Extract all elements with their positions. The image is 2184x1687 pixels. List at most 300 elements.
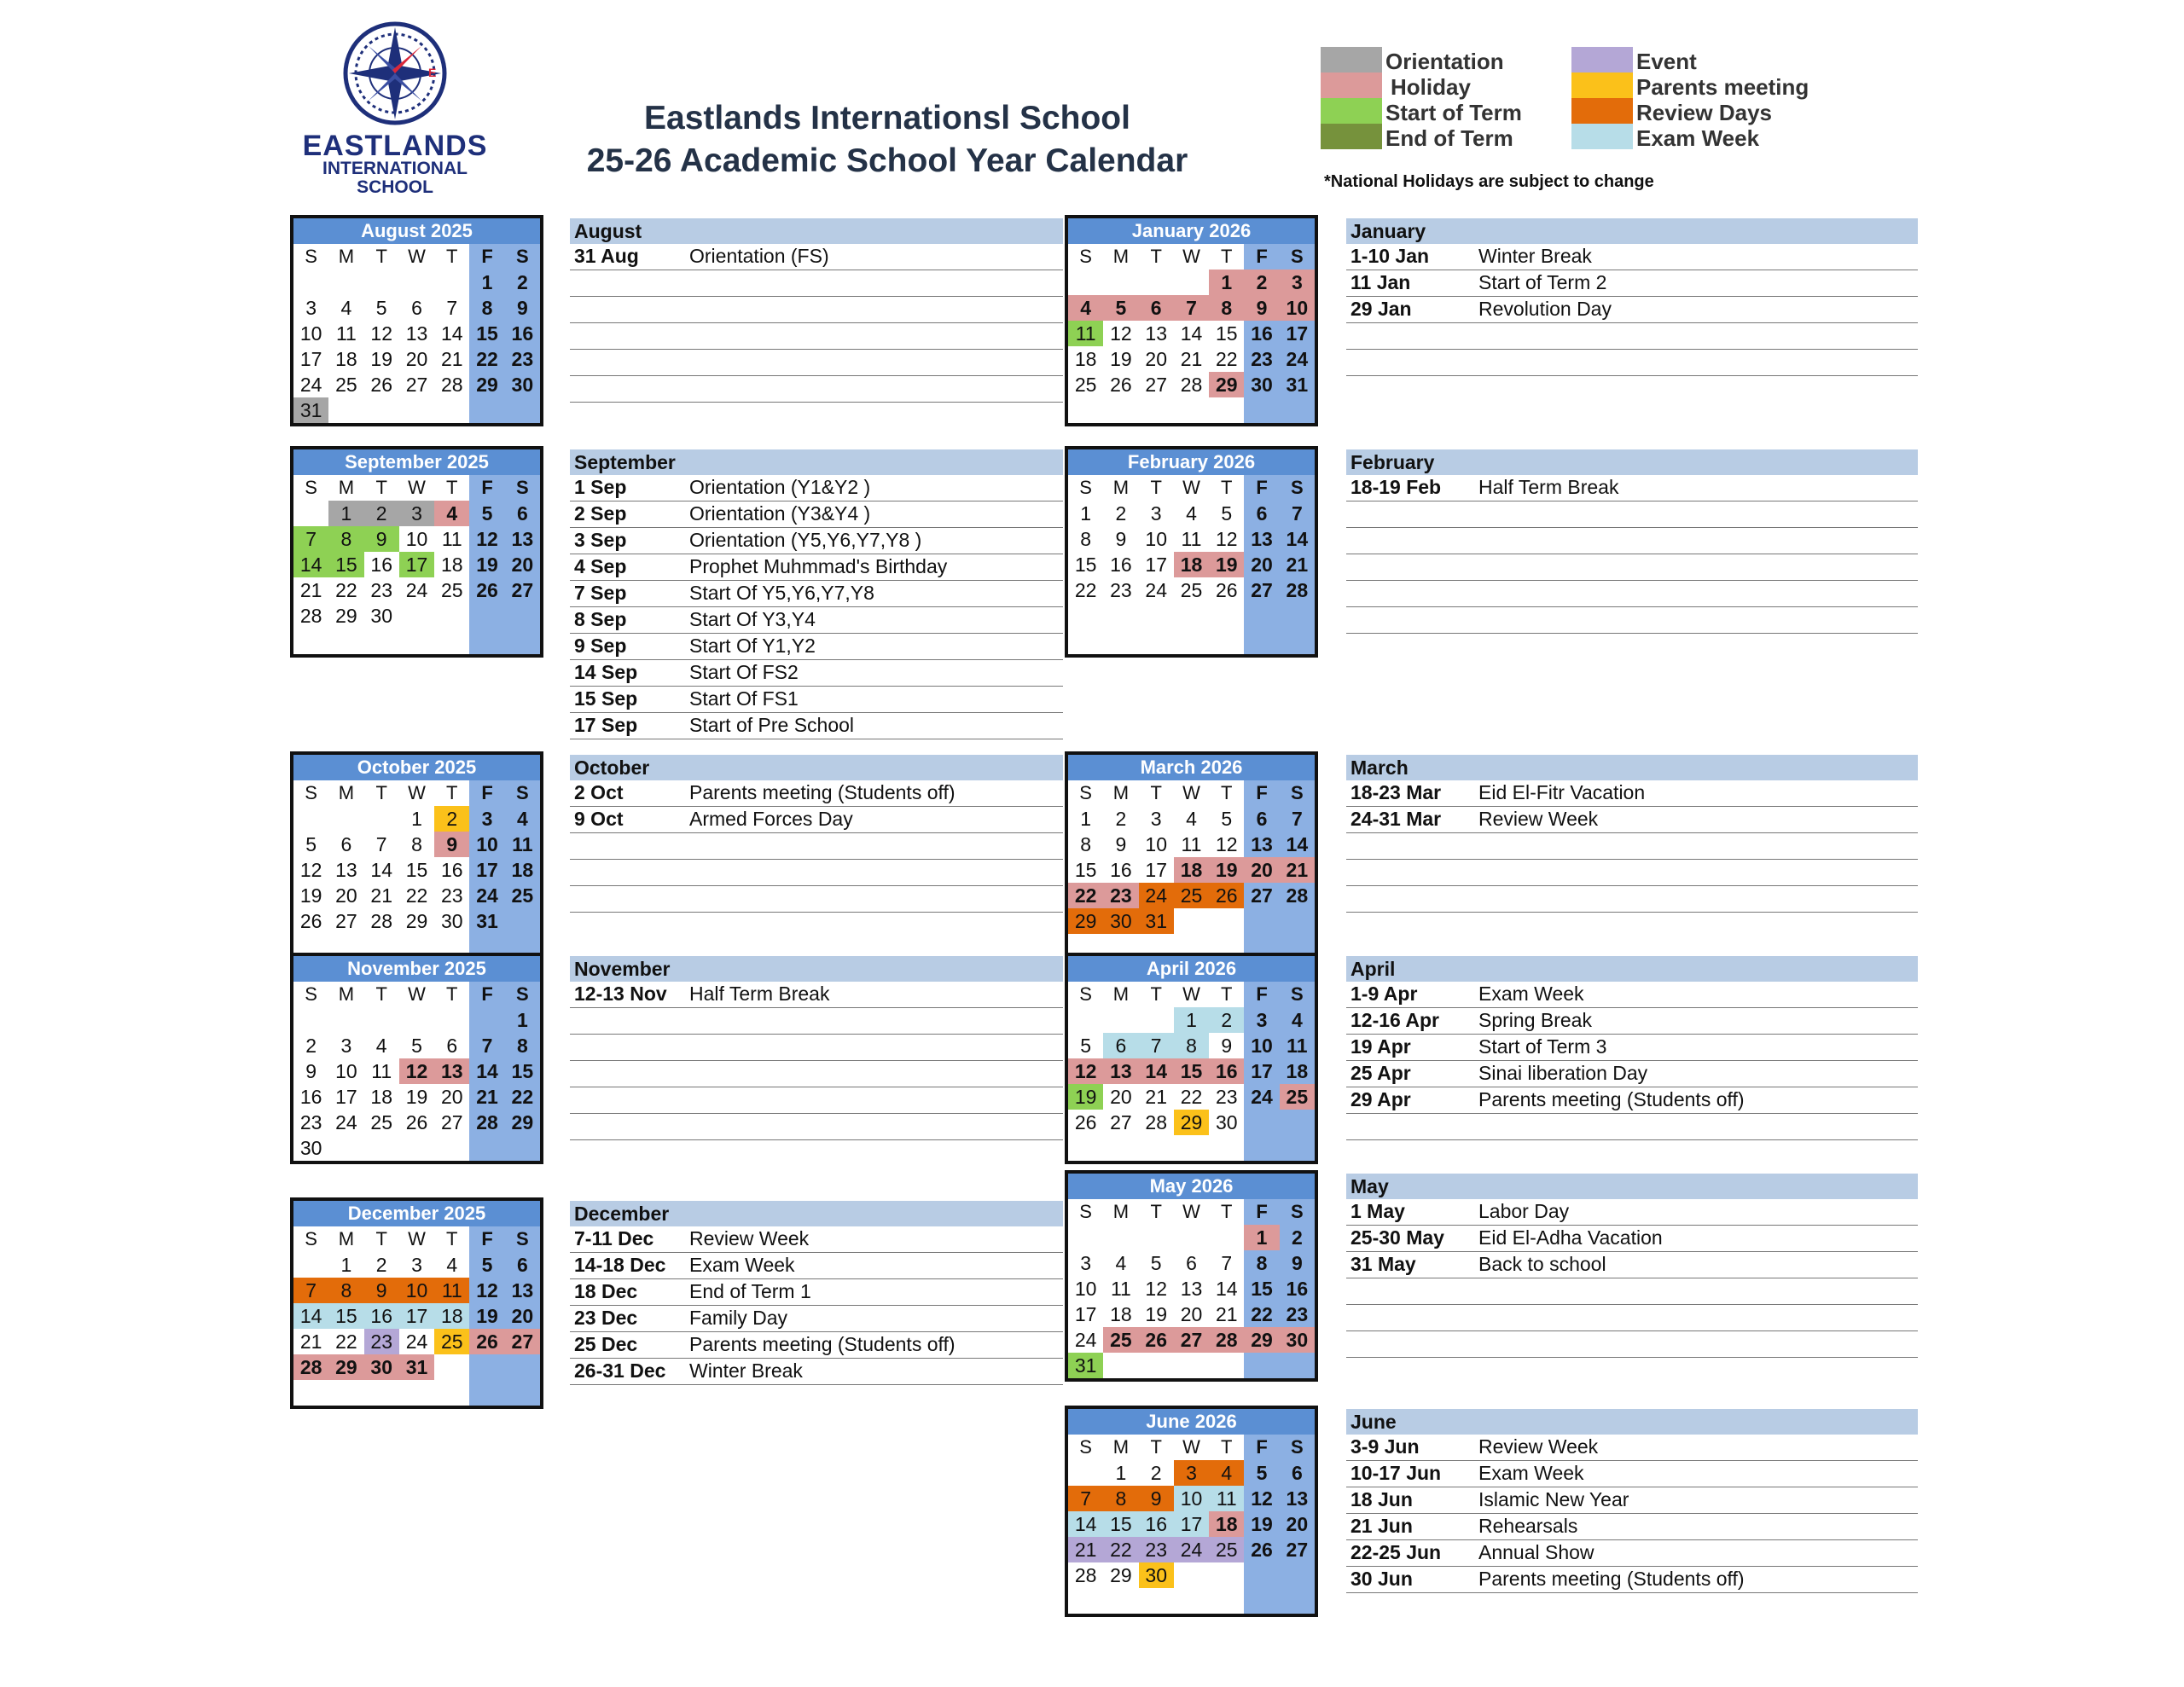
calendar-day: 20 <box>1110 1086 1132 1108</box>
calendar-day: 3 <box>1080 1252 1092 1274</box>
calendar-day: 9 <box>305 1060 317 1082</box>
legend-swatch <box>1571 98 1633 124</box>
calendar-day: 31 <box>469 908 504 934</box>
calendar-day: 21 <box>1215 1303 1238 1325</box>
calendar-empty-cell <box>1103 1135 1138 1161</box>
calendar-day: 10 <box>1145 528 1167 550</box>
events-may <box>1346 1174 1918 1358</box>
calendar-day: 5 <box>469 501 504 526</box>
event-row <box>570 1359 1063 1385</box>
event-row-blank <box>1346 528 1918 554</box>
calendar-empty-cell <box>293 1380 328 1406</box>
calendar-day: 31 <box>293 397 328 423</box>
event-description: Parents meeting (Students off) <box>1478 1568 1745 1590</box>
calendar-day: 20 <box>1145 348 1167 370</box>
events-header: December <box>570 1201 1063 1226</box>
calendar-day: 31 <box>1139 908 1174 934</box>
calendar-day: 7 <box>1139 1033 1174 1058</box>
calendar-day: 6 <box>340 833 352 855</box>
calendar-day: 17 <box>399 1303 434 1329</box>
event-row-blank <box>1346 554 1918 581</box>
weekday-label: T <box>375 983 387 1005</box>
event-row-blank <box>1346 860 1918 886</box>
calendar-empty-cell <box>293 629 328 654</box>
event-description: Eid El-Adha Vacation <box>1478 1226 1663 1249</box>
calendar-day: 5 <box>1244 1460 1279 1486</box>
weekday-label: S <box>305 246 317 267</box>
events-header: March <box>1346 755 1918 780</box>
calendar-empty-cell <box>328 1135 363 1161</box>
calendar-day: 13 <box>1280 1486 1315 1511</box>
weekday-label: T <box>1221 782 1233 803</box>
calendar-day: 17 <box>1074 1303 1097 1325</box>
event-date: 30 Jun <box>1350 1568 1413 1590</box>
calendar-day: 4 <box>1280 1007 1315 1033</box>
events-header: May <box>1346 1174 1918 1199</box>
event-description: Half Term Break <box>689 983 830 1005</box>
event-row <box>570 713 1063 739</box>
calendar-empty-cell <box>1244 1110 1279 1135</box>
calendar-day: 30 <box>1103 908 1138 934</box>
calendar-empty-cell <box>1139 629 1174 654</box>
calendar-empty-cell <box>1174 629 1209 654</box>
calendar-day: 3 <box>1150 502 1162 525</box>
event-row-blank <box>1346 1331 1918 1358</box>
events-april <box>1346 956 1918 1140</box>
calendar-day: 3 <box>1150 808 1162 830</box>
calendar-day: 15 <box>328 552 363 577</box>
event-description: Start Of Y5,Y6,Y7,Y8 <box>689 582 874 604</box>
calendar-day: 22 <box>335 579 357 601</box>
calendar-empty-cell <box>1174 1353 1209 1378</box>
event-date: 26-31 Dec <box>574 1359 666 1382</box>
event-date: 7-11 Dec <box>574 1227 654 1249</box>
calendar-empty-cell <box>469 603 504 629</box>
calendar-day: 24 <box>335 1111 357 1133</box>
calendar-day: 28 <box>1074 1564 1097 1586</box>
calendar-empty-cell <box>1280 603 1315 629</box>
weekday-label: F <box>1244 982 1279 1007</box>
calendar-day: 22 <box>1180 1086 1203 1108</box>
calendar-day: 8 <box>1244 1250 1279 1276</box>
calendar-day: 29 <box>405 910 428 932</box>
logo-text-school: SCHOOL <box>357 177 433 197</box>
calendar-empty-cell <box>399 1135 434 1161</box>
calendar-day: 28 <box>1280 883 1315 908</box>
calendar-day: 15 <box>469 321 504 346</box>
calendar-day: 21 <box>299 1330 322 1353</box>
calendar-empty-cell <box>1139 270 1174 295</box>
calendar-day: 14 <box>370 859 392 881</box>
event-row-blank <box>1346 581 1918 607</box>
event-date: 19 Apr <box>1350 1035 1411 1058</box>
calendar-day: 12 <box>469 526 504 552</box>
event-description: Exam Week <box>1478 1462 1584 1484</box>
event-date: 3 Sep <box>574 529 627 551</box>
calendar-empty-cell <box>399 270 434 295</box>
weekday-label: F <box>469 475 504 501</box>
weekday-label: M <box>1112 983 1130 1005</box>
events-header: January <box>1346 218 1918 244</box>
calendar-day: 14 <box>440 322 463 345</box>
event-row-blank <box>570 1035 1063 1061</box>
calendar-empty-cell <box>1174 1135 1209 1161</box>
legend-label: Exam Week <box>1636 125 1760 151</box>
calendar-day: 15 <box>1074 554 1097 576</box>
calendar-empty-cell <box>469 1354 504 1380</box>
legend-label: Start of Term <box>1385 100 1522 125</box>
weekday-label: M <box>1112 1436 1130 1458</box>
calendar-day: 10 <box>1280 295 1315 321</box>
calendar-day: 11 <box>371 1060 392 1082</box>
calendar-day: 6 <box>1280 1460 1315 1486</box>
calendar-day: 12 <box>1145 1278 1167 1300</box>
calendar-empty-cell <box>328 1380 363 1406</box>
weekday-label: T <box>1150 983 1162 1005</box>
weekday-label: F <box>469 244 504 270</box>
month-calendar-november <box>290 953 543 1164</box>
calendar-day: 30 <box>1215 1111 1238 1133</box>
calendar-day: 15 <box>1215 322 1238 345</box>
month-grid <box>293 780 540 959</box>
event-date: 25 Apr <box>1350 1062 1411 1084</box>
calendar-day: 13 <box>505 1278 540 1303</box>
weekday-label: T <box>1150 1436 1162 1458</box>
event-row-blank <box>570 860 1063 886</box>
calendar-day: 30 <box>364 1354 399 1380</box>
event-row <box>570 1332 1063 1359</box>
calendar-empty-cell <box>1209 397 1244 423</box>
calendar-day: 12 <box>469 1278 504 1303</box>
legend-label: Event <box>1636 49 1697 74</box>
calendar-day: 18 <box>1074 348 1097 370</box>
event-description: Review Week <box>1478 1435 1599 1458</box>
calendar-day: 11 <box>1181 528 1202 550</box>
calendar-empty-cell <box>293 270 328 295</box>
calendar-day: 12 <box>1215 833 1238 855</box>
calendar-day: 4 <box>446 1254 458 1276</box>
calendar-day: 4 <box>434 501 469 526</box>
calendar-day: 6 <box>505 1252 540 1278</box>
calendar-day: 29 <box>328 1354 363 1380</box>
calendar-day: 2 <box>434 806 469 832</box>
calendar-day: 28 <box>469 1110 504 1135</box>
calendar-day: 4 <box>1209 1460 1244 1486</box>
calendar-day: 3 <box>340 1035 352 1057</box>
event-row-blank <box>1346 501 1918 528</box>
event-row <box>570 982 1063 1008</box>
calendar-empty-cell <box>1068 1225 1103 1250</box>
calendar-empty-cell <box>1244 397 1279 423</box>
calendar-day: 21 <box>1180 348 1203 370</box>
calendar-day: 2 <box>1280 1225 1315 1250</box>
calendar-day: 30 <box>1244 372 1279 397</box>
calendar-empty-cell <box>1244 908 1279 934</box>
event-row <box>1346 1035 1918 1061</box>
calendar-day: 15 <box>505 1058 540 1084</box>
calendar-day: 21 <box>440 348 463 370</box>
weekday-label: S <box>505 475 540 501</box>
legend-swatch <box>1321 98 1382 124</box>
weekday-label: S <box>1280 1435 1315 1460</box>
calendar-empty-cell <box>1280 397 1315 423</box>
weekday-label: S <box>1079 1201 1092 1222</box>
weekday-label: F <box>469 1226 504 1252</box>
weekday-label: S <box>1079 983 1092 1005</box>
calendar-day: 12 <box>399 1058 434 1084</box>
calendar-day: 9 <box>364 526 399 552</box>
calendar-day: 26 <box>1244 1537 1279 1562</box>
calendar-day: 27 <box>1244 577 1279 603</box>
event-date: 14 Sep <box>574 661 638 683</box>
legend-swatch <box>1321 72 1382 98</box>
calendar-day: 27 <box>505 1329 540 1354</box>
calendar-day: 6 <box>1244 501 1279 526</box>
calendar-day: 29 <box>1110 1564 1132 1586</box>
calendar-day: 30 <box>1139 1562 1174 1588</box>
event-description: Spring Break <box>1478 1009 1592 1031</box>
calendar-day: 24 <box>1244 1084 1279 1110</box>
events-header: February <box>1346 449 1918 475</box>
calendar-day: 24 <box>1074 1329 1097 1351</box>
event-date: 25-30 May <box>1350 1226 1444 1249</box>
calendar-day: 27 <box>1174 1327 1209 1353</box>
calendar-day: 20 <box>1244 552 1279 577</box>
weekday-label: S <box>505 244 540 270</box>
event-description: Parents meeting (Students off) <box>689 781 956 803</box>
event-date: 11 Jan <box>1350 271 1411 293</box>
month-title: February 2026 <box>1068 449 1315 475</box>
calendar-empty-cell <box>1068 629 1103 654</box>
weekday-label: T <box>1221 477 1233 498</box>
weekday-label: M <box>1112 1201 1130 1222</box>
calendar-empty-cell <box>1068 603 1103 629</box>
calendar-day: 13 <box>1103 1058 1138 1084</box>
calendar-empty-cell <box>364 1380 399 1406</box>
calendar-day: 25 <box>434 1329 469 1354</box>
calendar-day: 28 <box>1280 577 1315 603</box>
event-row-blank <box>1346 1305 1918 1331</box>
calendar-day: 14 <box>1280 832 1315 857</box>
weekday-label: T <box>1150 477 1162 498</box>
event-row-blank <box>1346 886 1918 913</box>
calendar-day: 14 <box>293 552 328 577</box>
calendar-empty-cell <box>364 629 399 654</box>
calendar-empty-cell <box>1103 629 1138 654</box>
calendar-day: 24 <box>1280 346 1315 372</box>
event-description: End of Term 1 <box>689 1280 811 1302</box>
event-date: 9 Sep <box>574 635 627 657</box>
calendar-day: 6 <box>505 501 540 526</box>
calendar-day: 17 <box>469 857 504 883</box>
calendar-day: 29 <box>1209 372 1244 397</box>
calendar-day: 24 <box>299 374 322 396</box>
month-title: October 2025 <box>293 755 540 780</box>
calendar-day: 29 <box>505 1110 540 1135</box>
event-date: 31 May <box>1350 1253 1416 1275</box>
calendar-empty-cell <box>1280 1110 1315 1135</box>
calendar-day: 11 <box>335 322 357 345</box>
calendar-day: 26 <box>469 577 504 603</box>
calendar-day: 27 <box>440 1111 463 1133</box>
calendar-day: 2 <box>1150 1462 1162 1484</box>
event-row <box>1346 1567 1918 1593</box>
calendar-day: 25 <box>335 374 357 396</box>
calendar-empty-cell <box>434 397 469 423</box>
event-row <box>570 687 1063 713</box>
calendar-day: 27 <box>335 910 357 932</box>
legend-label: Parents meeting <box>1636 74 1809 100</box>
logo-text-international: INTERNATIONAL <box>322 159 468 178</box>
calendar-empty-cell <box>1174 397 1209 423</box>
calendar-day: 23 <box>1103 883 1138 908</box>
weekday-label: M <box>1112 782 1130 803</box>
calendar-day: 2 <box>364 501 399 526</box>
calendar-empty-cell <box>399 629 434 654</box>
event-date: 2 Sep <box>574 502 627 525</box>
events-january <box>1346 218 1918 376</box>
calendar-empty-cell <box>1174 270 1209 295</box>
event-description: Start Of FS2 <box>689 661 799 683</box>
calendar-day: 12 <box>1215 528 1238 550</box>
event-row-blank <box>1346 833 1918 860</box>
calendar-empty-cell <box>1068 1135 1103 1161</box>
event-date: 12-13 Nov <box>574 983 667 1005</box>
calendar-empty-cell <box>1174 1225 1209 1250</box>
calendar-empty-cell <box>1103 397 1138 423</box>
event-date: 24-31 Mar <box>1350 808 1442 830</box>
event-description: Start Of FS1 <box>689 687 799 710</box>
weekday-label: W <box>1182 1436 1200 1458</box>
calendar-day: 10 <box>1145 833 1167 855</box>
calendar-day: 7 <box>469 1033 504 1058</box>
calendar-day: 6 <box>1139 295 1174 321</box>
weekday-label: S <box>505 780 540 806</box>
calendar-day: 7 <box>375 833 387 855</box>
calendar-day: 9 <box>1115 833 1127 855</box>
event-description: Review Week <box>689 1227 810 1249</box>
event-row <box>1346 1540 1918 1567</box>
legend <box>1321 47 1850 158</box>
events-march <box>1346 755 1918 913</box>
event-row-blank <box>570 886 1063 913</box>
holiday-note: *National Holidays are subject to change <box>1324 172 1654 191</box>
events-november <box>570 956 1063 1140</box>
month-calendar-april <box>1065 953 1318 1164</box>
calendar-empty-cell <box>399 397 434 423</box>
calendar-day: 26 <box>405 1111 428 1133</box>
calendar-day: 4 <box>1186 502 1197 525</box>
calendar-empty-cell <box>328 629 363 654</box>
calendar-empty-cell <box>434 270 469 295</box>
event-row-blank <box>1346 1114 1918 1140</box>
event-row <box>1346 1435 1918 1461</box>
calendar-empty-cell <box>1139 603 1174 629</box>
calendar-day: 11 <box>505 832 540 857</box>
calendar-day: 26 <box>1074 1111 1097 1133</box>
weekday-label: S <box>305 782 317 803</box>
event-row <box>570 528 1063 554</box>
calendar-day: 19 <box>405 1086 428 1108</box>
calendar-day: 8 <box>328 1278 363 1303</box>
weekday-label: F <box>1244 244 1279 270</box>
calendar-day: 12 <box>370 322 392 345</box>
event-description: Start of Term 3 <box>1478 1035 1607 1058</box>
calendar-day: 1 <box>1080 502 1092 525</box>
calendar-empty-cell <box>1209 1135 1244 1161</box>
event-date: 31 Aug <box>574 245 639 267</box>
calendar-empty-cell <box>1103 1007 1138 1033</box>
event-date: 15 Sep <box>574 687 638 710</box>
calendar-day: 19 <box>1145 1303 1167 1325</box>
calendar-empty-cell <box>1139 1135 1174 1161</box>
calendar-day: 3 <box>1174 1460 1209 1486</box>
calendar-day: 17 <box>1280 321 1315 346</box>
calendar-day: 6 <box>1103 1033 1138 1058</box>
event-description: Start of Pre School <box>689 714 855 736</box>
calendar-day: 23 <box>505 346 540 372</box>
calendar-empty-cell <box>1209 1562 1244 1588</box>
event-row <box>1346 982 1918 1008</box>
event-row <box>1346 1199 1918 1226</box>
event-description: Family Day <box>689 1307 788 1329</box>
calendar-day: 8 <box>1080 528 1092 550</box>
calendar-day: 18 <box>370 1086 392 1108</box>
calendar-day: 30 <box>1280 1327 1315 1353</box>
calendar-day: 28 <box>293 1354 328 1380</box>
event-row <box>1346 807 1918 833</box>
calendar-day: 20 <box>440 1086 463 1108</box>
calendar-empty-cell <box>434 1354 469 1380</box>
event-row <box>570 581 1063 607</box>
weekday-label: M <box>1112 246 1130 267</box>
event-date: 1-10 Jan <box>1350 245 1430 267</box>
calendar-day: 31 <box>1280 372 1315 397</box>
event-description: Annual Show <box>1478 1541 1594 1563</box>
calendar-day: 21 <box>1280 857 1315 883</box>
legend-label: End of Term <box>1385 125 1513 151</box>
event-row-blank <box>570 270 1063 297</box>
calendar-day: 23 <box>370 579 392 601</box>
calendar-day: 14 <box>1139 1058 1174 1084</box>
calendar-day: 20 <box>505 1303 540 1329</box>
calendar-day: 20 <box>405 348 428 370</box>
calendar-empty-cell <box>1103 1588 1138 1614</box>
event-row <box>1346 1061 1918 1087</box>
event-date: 21 Jun <box>1350 1515 1413 1537</box>
weekday-label: W <box>1182 983 1200 1005</box>
month-title: September 2025 <box>293 449 540 475</box>
legend-swatch <box>1571 124 1633 149</box>
calendar-day: 19 <box>469 552 504 577</box>
weekday-label: W <box>408 246 426 267</box>
event-row <box>1346 1514 1918 1540</box>
month-calendar-february <box>1065 446 1318 658</box>
calendar-empty-cell <box>328 397 363 423</box>
calendar-day: 1 <box>411 808 422 830</box>
calendar-day: 10 <box>299 322 322 345</box>
calendar-day: 28 <box>440 374 463 396</box>
weekday-label: T <box>1150 782 1162 803</box>
event-description: Eid El-Fitr Vacation <box>1478 781 1646 803</box>
event-date: 2 Oct <box>574 781 624 803</box>
event-row <box>570 1253 1063 1279</box>
calendar-empty-cell <box>505 397 540 423</box>
calendar-day: 25 <box>370 1111 392 1133</box>
calendar-day: 25 <box>505 883 540 908</box>
calendar-day: 17 <box>1174 1511 1209 1537</box>
calendar-day: 14 <box>1180 322 1203 345</box>
